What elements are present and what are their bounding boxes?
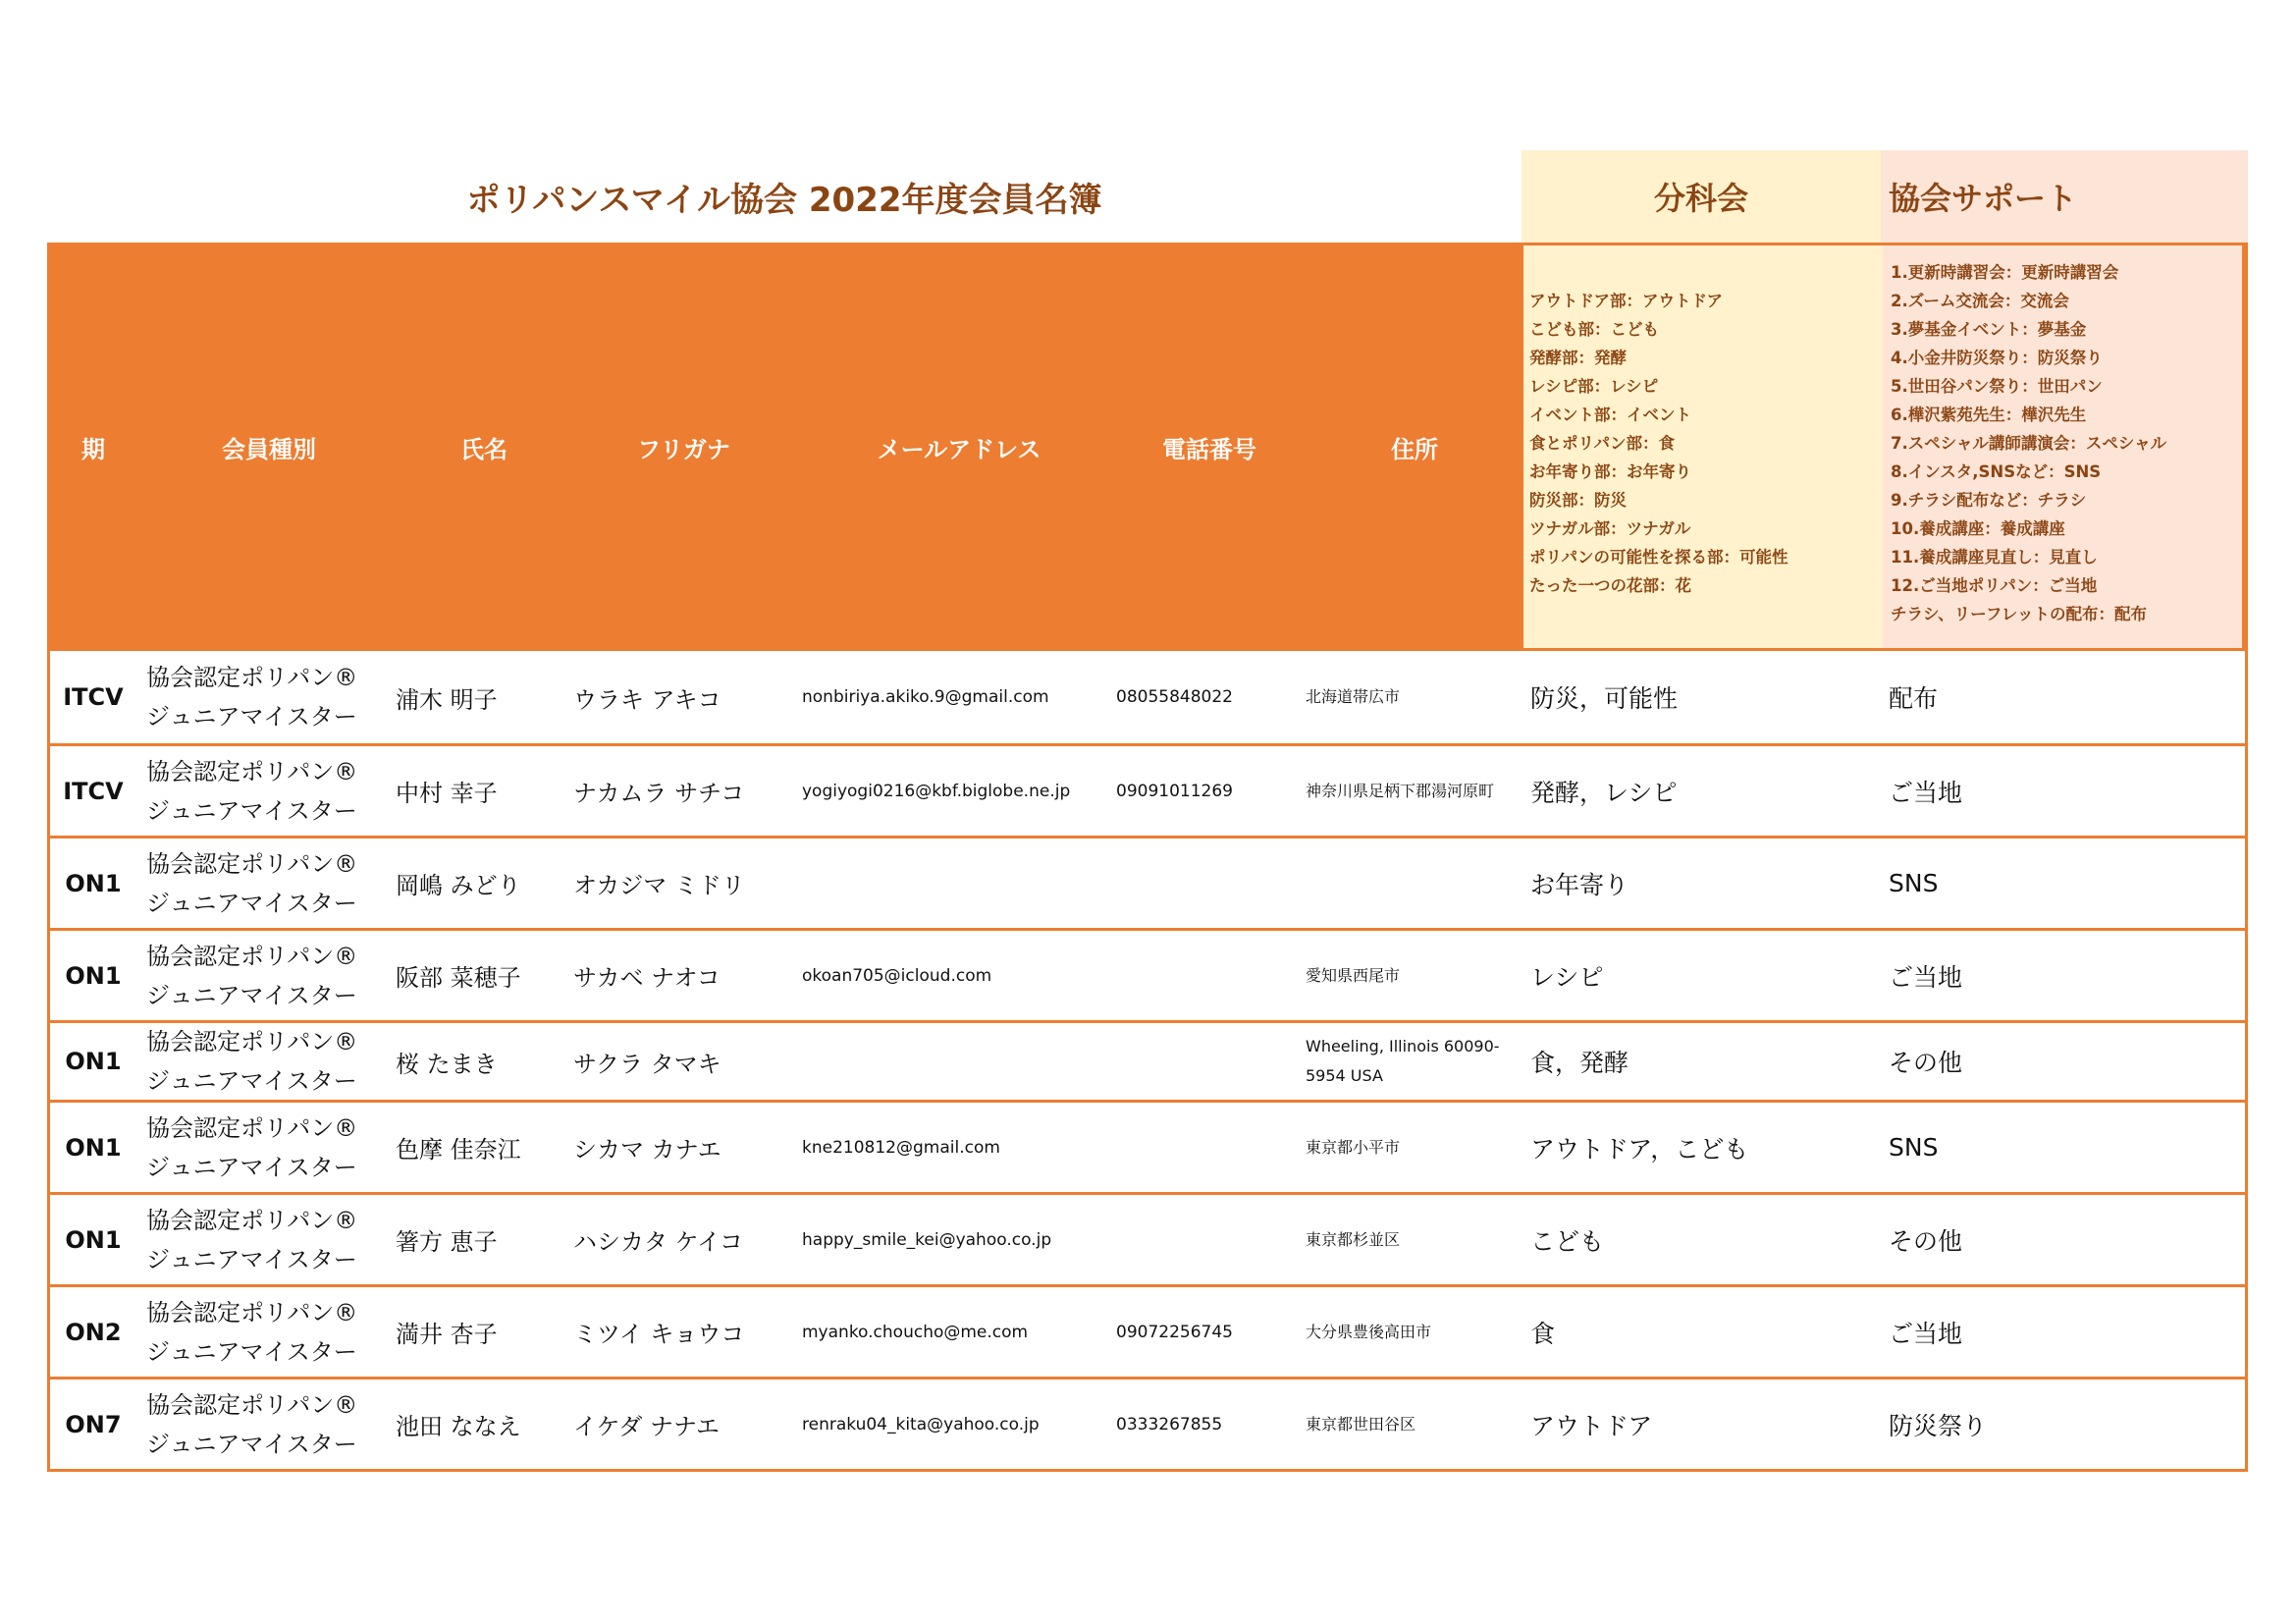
support-legend-item: 5.世田谷パン祭り：世田パン <box>1891 377 2103 396</box>
bunka-legend-item: たった一つの花部：花 <box>1529 576 1691 595</box>
header-name: 氏名 <box>460 435 507 463</box>
support-legend-item: 3.夢基金イベント：夢基金 <box>1891 320 2087 339</box>
cell-type <box>146 1023 392 1100</box>
title-row <box>47 150 2248 243</box>
cell-name: 浦木 明子 <box>396 685 498 714</box>
table-row <box>50 1284 2245 1377</box>
cell-addr: 神奈川県足柄下郡湯河原町 <box>1306 781 1495 800</box>
cell-kana: ミツイ キョウコ <box>573 1321 745 1348</box>
cell-type-line2: ジュニアマイスター <box>146 1430 357 1458</box>
cell-ki: ON1 <box>65 961 122 990</box>
table-row <box>50 1377 2245 1469</box>
support-legend-item: 2.ズーム交流会：交流会 <box>1891 292 2069 310</box>
cell-addr: 東京都小平市 <box>1306 1137 1401 1157</box>
cell-kana: サクラ タマキ <box>573 1050 721 1078</box>
cell-type-line2: ジュニアマイスター <box>146 1245 357 1273</box>
bunka-legend-item: 防災部：防災 <box>1529 491 1627 510</box>
table-row <box>50 836 2245 928</box>
cell-type-line1: 協会認定ポリパン® <box>146 1028 358 1056</box>
cell-type-line2: ジュニアマイスター <box>146 889 357 917</box>
bunka-legend-item: ツナガル部：ツナガル <box>1529 519 1691 538</box>
table-row <box>50 1192 2245 1284</box>
cell-mail: renraku04_kita@yahoo.co.jp <box>802 1414 1040 1435</box>
cell-name: 阪部 菜穂子 <box>396 964 521 992</box>
cell-tel: 08055848022 <box>1116 687 1233 707</box>
cell-tel <box>1116 839 1303 928</box>
cell-ki: ITCV <box>63 777 124 805</box>
cell-ki: ITCV <box>63 683 124 711</box>
header-tel: 電話番号 <box>1162 435 1256 463</box>
cell-bunka: アウトドア，こども <box>1530 1134 1749 1164</box>
cell-addr <box>1306 839 1523 928</box>
header-type: 会員種別 <box>222 435 316 463</box>
cell-support: 防災祭り <box>1889 1411 1988 1440</box>
cell-type-line1: 協会認定ポリパン® <box>146 849 358 878</box>
cell-ki: ON7 <box>65 1410 122 1438</box>
header-mail: メールアドレス <box>877 435 1041 463</box>
support-legend-item: 1.更新時講習会：更新時講習会 <box>1891 263 2119 282</box>
page-title: ポリパンスマイル協会 2022年度会員名簿 <box>466 180 1102 220</box>
cell-bunka: レシピ <box>1530 962 1604 992</box>
cell-ki: ON1 <box>65 1225 122 1254</box>
cell-type <box>146 1195 392 1284</box>
cell-tel <box>1116 1195 1303 1284</box>
cell-type-line2: ジュニアマイスター <box>146 703 357 731</box>
cell-support: その他 <box>1889 1226 1963 1256</box>
table-row <box>50 743 2245 836</box>
cell-type-line1: 協会認定ポリパン® <box>146 1113 358 1142</box>
support-legend-item: チラシ、リーフレットの配布：配布 <box>1891 605 2148 623</box>
cell-addr: 東京都世田谷区 <box>1306 1414 1416 1434</box>
cell-addr: 大分県豊後高田市 <box>1306 1322 1432 1341</box>
cell-kana: シカマ カナエ <box>573 1136 721 1164</box>
support-legend-item: 11.養成講座見直し：見直し <box>1891 548 2098 567</box>
header-addr: 住所 <box>1391 435 1438 463</box>
support-legend-item: 6.樺沢紫苑先生：樺沢先生 <box>1891 406 2087 424</box>
cell-kana: ハシカタ ケイコ <box>573 1228 743 1256</box>
bunka-legend <box>1523 245 1883 648</box>
bunka-legend-item: アウトドア部：アウトドア <box>1529 292 1724 310</box>
bunka-legend-item: お年寄り部：お年寄り <box>1529 462 1691 481</box>
support-legend-item: 8.インスタ,SNSなど：SNS <box>1891 462 2102 481</box>
cell-type-line1: 協会認定ポリパン® <box>146 1298 358 1326</box>
cell-tel <box>1116 931 1303 1020</box>
cell-bunka: お年寄り <box>1530 870 1629 899</box>
support-legend-item: 9.チラシ配布など：チラシ <box>1891 491 2087 510</box>
bunka-legend-item: レシピ部：レシピ <box>1529 377 1659 396</box>
cell-type-line2: ジュニアマイスター <box>146 1153 357 1181</box>
support-legend-item: 4.小金井防災祭り：防災祭り <box>1891 349 2103 367</box>
member-table <box>47 243 2248 1472</box>
header-ki: 期 <box>81 435 105 463</box>
cell-mail: kne210812@gmail.com <box>802 1137 1000 1158</box>
cell-name: 箸方 恵子 <box>396 1228 498 1256</box>
cell-kana: ウラキ アキコ <box>573 685 721 714</box>
cell-addr: 北海道帯広市 <box>1306 687 1401 706</box>
cell-type-line1: 協会認定ポリパン® <box>146 664 358 691</box>
table-header <box>50 245 2245 651</box>
cell-type-line2: ジュニアマイスター <box>146 1067 357 1095</box>
cell-support: 配布 <box>1889 684 1939 713</box>
cell-bunka: 発酵，レシピ <box>1530 778 1678 807</box>
cell-type-line1: 協会認定ポリパン® <box>146 1390 358 1419</box>
cell-support: SNS <box>1889 869 1939 897</box>
cell-type <box>146 931 392 1020</box>
cell-support: ご当地 <box>1889 1319 1963 1348</box>
bunka-title: 分科会 <box>1522 150 1881 243</box>
support-title: 協会サポート <box>1881 150 2248 243</box>
cell-name: 中村 幸子 <box>396 780 498 807</box>
cell-mail: happy_smile_kei@yahoo.co.jp <box>802 1229 1052 1250</box>
cell-ki: ON2 <box>65 1318 122 1346</box>
cell-type <box>146 1103 392 1192</box>
cell-mail <box>802 1023 1116 1100</box>
bunka-legend-item: ポリパンの可能性を探る部：可能性 <box>1529 548 1789 567</box>
cell-tel: 09091011269 <box>1116 781 1233 801</box>
cell-support: SNS <box>1889 1133 1939 1162</box>
support-legend <box>1883 245 2242 648</box>
cell-support: その他 <box>1889 1049 1963 1077</box>
cell-tel <box>1116 1023 1303 1100</box>
bunka-legend-item: イベント部：イベント <box>1529 406 1691 424</box>
cell-type <box>146 839 392 928</box>
cell-addr: Wheeling, Illinois 60090-5954 USA <box>1306 1037 1500 1085</box>
table-body <box>50 651 2245 1469</box>
cell-type <box>146 1287 392 1377</box>
cell-mail: myanko.choucho@me.com <box>802 1322 1029 1342</box>
cell-mail: nonbiriya.akiko.9@gmail.com <box>802 687 1049 707</box>
cell-bunka: こども <box>1530 1226 1605 1256</box>
table-row <box>50 928 2245 1020</box>
cell-mail: yogiyogi0216@kbf.biglobe.ne.jp <box>802 781 1071 801</box>
cell-name: 桜 たまき <box>396 1050 498 1078</box>
cell-bunka: アウトドア <box>1530 1411 1653 1440</box>
cell-type <box>146 746 392 836</box>
cell-type-line1: 協会認定ポリパン® <box>146 1206 358 1234</box>
cell-name: 岡嶋 みどり <box>396 872 521 899</box>
table-row <box>50 651 2245 743</box>
cell-tel <box>1116 1103 1303 1192</box>
cell-name: 色摩 佳奈江 <box>396 1136 521 1164</box>
table-row <box>50 1020 2245 1100</box>
cell-kana: オカジマ ミドリ <box>573 872 745 899</box>
cell-mail <box>802 839 1116 928</box>
cell-bunka: 食 <box>1530 1319 1556 1348</box>
cell-tel: 09072256745 <box>1116 1322 1233 1342</box>
support-legend-item: 7.スペシャル講師講演会：スペシャル <box>1891 434 2167 453</box>
cell-type <box>146 651 392 743</box>
cell-bunka: 防災，可能性 <box>1530 684 1679 713</box>
cell-addr: 東京都杉並区 <box>1306 1229 1401 1249</box>
cell-kana: サカベ ナオコ <box>573 964 721 992</box>
cell-type-line1: 協会認定ポリパン® <box>146 942 358 970</box>
support-legend-item: 10.養成講座：養成講座 <box>1891 519 2065 538</box>
support-legend-item: 12.ご当地ポリパン：ご当地 <box>1891 576 2098 595</box>
cell-tel: 0333267855 <box>1116 1414 1223 1435</box>
cell-mail: okoan705@icloud.com <box>802 965 992 986</box>
cell-bunka: 食，発酵 <box>1530 1049 1629 1077</box>
cell-addr: 愛知県西尾市 <box>1306 965 1401 985</box>
cell-name: 満井 杏子 <box>396 1321 498 1348</box>
cell-kana: ナカムラ サチコ <box>573 780 745 807</box>
header-kana: フリガナ <box>637 435 730 463</box>
cell-type-line2: ジュニアマイスター <box>146 796 357 825</box>
cell-name: 池田 ななえ <box>396 1413 521 1440</box>
bunka-legend-item: 発酵部：発酵 <box>1529 349 1627 367</box>
cell-type <box>146 1380 392 1469</box>
cell-ki: ON1 <box>65 1048 122 1075</box>
cell-ki: ON1 <box>65 1133 122 1162</box>
cell-support: ご当地 <box>1889 778 1963 807</box>
cell-type-line1: 協会認定ポリパン® <box>146 757 358 785</box>
bunka-legend-item: こども部：こども <box>1529 320 1659 339</box>
cell-type-line2: ジュニアマイスター <box>146 1337 357 1366</box>
cell-kana: イケダ ナナエ <box>573 1413 720 1440</box>
cell-support: ご当地 <box>1889 962 1963 992</box>
bunka-legend-item: 食とポリパン部：食 <box>1529 434 1676 453</box>
table-row <box>50 1100 2245 1192</box>
cell-ki: ON1 <box>65 869 122 897</box>
cell-type-line2: ジュニアマイスター <box>146 981 357 1009</box>
